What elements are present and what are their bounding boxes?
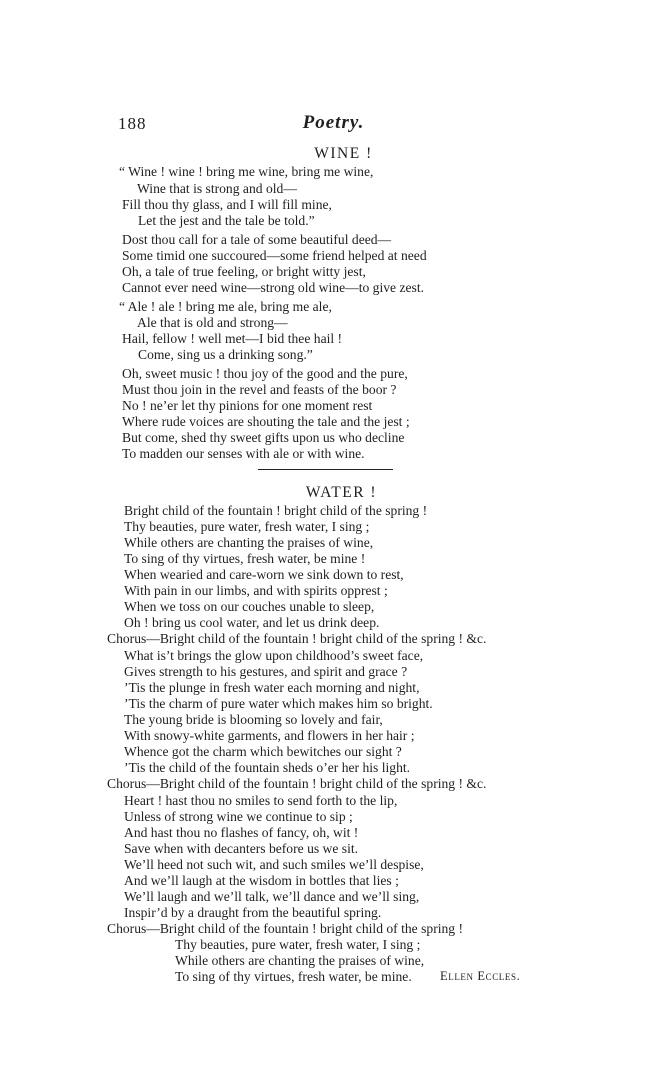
poem-line: Unless of strong wine we continue to sip ;	[124, 809, 353, 824]
poem-line: Some timid one succoured—some friend helped at need	[122, 248, 427, 263]
poem-line: Where rude voices are shouting the tale and the jest ;	[122, 414, 410, 429]
poem-line: Gives strength to his gestures, and spirit and grace ?	[124, 664, 408, 679]
poem-line: Thy beauties, pure water, fresh water, I sing ;	[124, 519, 370, 534]
poem-line: ’Tis the plunge in fresh water each morning and night,	[124, 680, 420, 695]
poem-line: Heart ! hast thou no smiles to send forth to the lip,	[124, 793, 398, 808]
poem-title-wine: WINE !	[314, 145, 373, 162]
poem-line: Oh, sweet music ! thou joy of the good and the pure,	[122, 366, 408, 381]
chorus-line: Chorus—Bright child of the fountain ! bright child of the spring !	[107, 921, 464, 936]
poem-line: What is’t brings the glow upon childhood’s sweet face,	[124, 648, 424, 663]
poem-line: And hast thou no flashes of fancy, oh, wit !	[124, 825, 359, 840]
poem-line: Save when with decanters before us we sit.	[124, 841, 359, 856]
poem-line: Fill thou thy glass, and I will fill mine,	[122, 197, 332, 212]
poem-line: Cannot ever need wine—strong old wine—to give zest.	[122, 280, 425, 295]
poem-line: Bright child of the fountain ! bright child of the spring !	[124, 503, 428, 518]
poem-line: We’ll laugh and we’ll talk, we’ll dance and we’ll sing,	[124, 889, 420, 904]
poem-line: While others are chanting the praises of wine,	[124, 535, 374, 550]
poem-line: Let the jest and the tale be told.”	[138, 213, 315, 228]
poem-line: We’ll heed not such wit, and such smiles we’ll despise,	[124, 857, 424, 872]
poem-line: Inspir’d by a draught from the beautiful spring.	[124, 905, 382, 920]
poem-line: The young bride is blooming so lovely and fair,	[124, 712, 383, 727]
poem-line: Oh ! bring us cool water, and let us drink deep.	[124, 615, 380, 630]
running-title: Poetry.	[302, 112, 365, 133]
poem-title-water: WATER !	[305, 484, 378, 501]
poem-line: But come, shed thy sweet gifts upon us who decline	[122, 430, 405, 445]
poem-line: Wine that is strong and old—	[137, 181, 297, 196]
poem-line: Must thou join in the revel and feasts of the boor ?	[122, 382, 397, 397]
poem-line: Dost thou call for a tale of some beautiful deed—	[122, 232, 392, 247]
author-signature: Ellen Eccles.	[440, 969, 521, 983]
poem-line: With pain in our limbs, and with spirits opprest ;	[124, 583, 388, 598]
poem-line: “ Ale ! ale ! bring me ale, bring me ale,	[119, 299, 332, 314]
page-number: 188	[118, 114, 147, 133]
poem-line: Hail, fellow ! well met—I bid thee hail !	[122, 331, 343, 346]
poem-line: When wearied and care-worn we sink down to rest,	[124, 567, 404, 582]
poem-line: To sing of thy virtues, fresh water, be mine.	[175, 969, 412, 984]
poem-line: And we’ll laugh at the wisdom in bottles that lies ;	[124, 873, 399, 888]
poem-line: To madden our senses with ale or with wine.	[122, 446, 365, 461]
poem-line: While others are chanting the praises of wine,	[175, 953, 425, 968]
chorus-line: Chorus—Bright child of the fountain ! bright child of the spring ! &c.	[107, 631, 487, 646]
poem-line: Come, sing us a drinking song.”	[138, 347, 313, 362]
poem-line: “ Wine ! wine ! bring me wine, bring me wine,	[119, 164, 374, 179]
poem-line: ’Tis the charm of pure water which makes him so bright.	[124, 696, 433, 711]
poem-line: No ! ne’er let thy pinions for one moment rest	[122, 398, 373, 413]
poem-line: With snowy-white garments, and flowers in her hair ;	[124, 728, 415, 743]
poem-line: Whence got the charm which bewitches our sight ?	[124, 744, 402, 759]
poem-line: ’Tis the child of the fountain sheds o’er her his light.	[124, 760, 411, 775]
poem-line: Thy beauties, pure water, fresh water, I sing ;	[175, 937, 421, 952]
poem-line: When we toss on our couches unable to sleep,	[124, 599, 375, 614]
section-divider	[258, 469, 393, 470]
poem-line: Oh, a tale of true feeling, or bright witty jest,	[122, 264, 366, 279]
chorus-line: Chorus—Bright child of the fountain ! bright child of the spring ! &c.	[107, 776, 487, 791]
poem-line: Ale that is old and strong—	[137, 315, 288, 330]
poem-line: To sing of thy virtues, fresh water, be mine !	[124, 551, 366, 566]
